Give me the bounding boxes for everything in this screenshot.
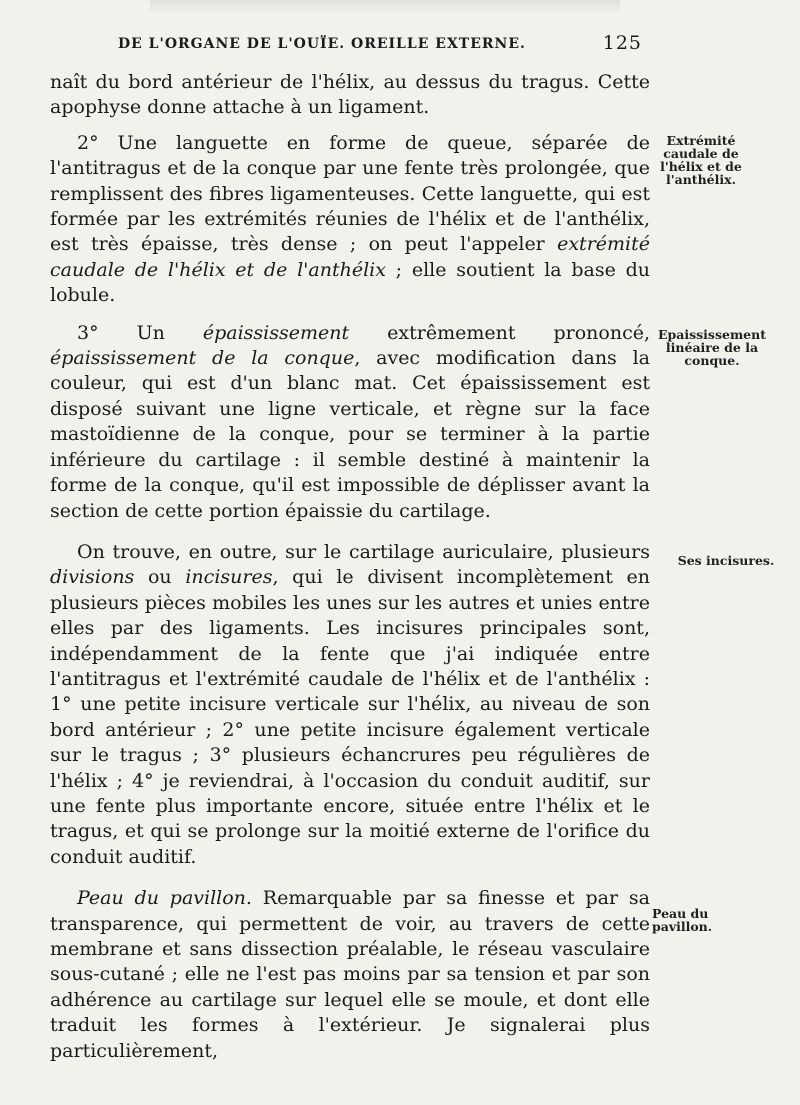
page-number: 125 bbox=[602, 32, 642, 54]
paragraph-languette: 2° Une languette en forme de queue, séparée de l'antitragus et de la conque par une fente très prolongée, que remplissent des fibres ligamenteuses. Cette languette, qui est formée par les extrémités réunies de l'hélix et de l'anthélix, est très épaisse, très dense ; on peut l'appeler extrémité caudale de l'hélix et de l'anthélix ; elle soutient la base du lobule. bbox=[50, 131, 650, 307]
margin-note-peau: Peau du pavillon. bbox=[652, 906, 713, 934]
term-incisures: incisures bbox=[185, 566, 273, 589]
paragraph-incisures: On trouve, en outre, sur le cartilage auriculaire, plusieurs divisions ou incisures, qui le divisent incomplètement en plusieurs pièces mobiles les unes sur les autres et unies entre elles par des ligaments. Les incisures principales sont, indépendamment de la fente que j'ai indiquée entre l'antitragus et l'extrémité caudale de l'hélix et de l'anthélix : 1° une petite incisure verticale sur l'hélix, au niveau de son bord antérieur ; 2° une petite incisure également verticale sur le tragus ; 3° plusieurs échancrures peu régulières de l'hélix ; 4° je reviendrai, à l'occasion du conduit auditif, sur une fente plus importante encore, située entre l'hélix et le tragus, et qui se prolonge sur la moitié externe de l'orifice du conduit auditif. bbox=[50, 540, 650, 868]
running-header bbox=[118, 32, 642, 58]
term-extremite-caudale: extrémité caudale de l'hélix et de l'anthélix bbox=[50, 233, 650, 281]
term-peau-pavillon: Peau du pavillon bbox=[77, 887, 246, 910]
bleed-through-shadow bbox=[150, 0, 620, 12]
margin-note-incisures: Ses incisures. bbox=[677, 553, 775, 568]
margin-note-extremite: Extrémité caudale de l'hélix et de l'anthélix. bbox=[660, 133, 742, 187]
body-text bbox=[50, 70, 650, 1064]
margin-note-epaississement: Epaississement linéaire de la conque. bbox=[657, 327, 766, 368]
paragraph-epaississement: 3° Un épaississement extrêmement prononcé, épaississement de la conque, avec modification dans la couleur, qui est d'un blanc mat. Cet épaississement est disposé suivant une ligne verticale, et règne sur la face mastoïdienne de la conque, pour se terminer à la partie inférieure du cartilage : il semble destiné à maintenir la forme de la conque, qu'il est impossible de déplisser avant la section de cette portion épaissie du cartilage. bbox=[50, 321, 650, 522]
paragraph-peau-pavillon: Peau du pavillon. Remarquable par sa finesse et par sa transparence, qui permettent de voir, au travers de cette membrane et sans dissection préalable, le réseau vasculaire sous-cutané ; elle ne l'est pas moins par sa tension et par son adhérence au cartilage sur lequel elle se moule, et dont elle traduit les formes à l'extérieur. Je signalerai plus particulièrement, bbox=[50, 887, 650, 1062]
running-title: DE L'ORGANE DE L'OUÏE. OREILLE EXTERNE. bbox=[118, 36, 526, 52]
paragraph-continuation: naît du bord antérieur de l'hélix, au dessus du tragus. Cette apophyse donne attache à un ligament. bbox=[50, 71, 650, 119]
term-epaississement: épaississement bbox=[202, 321, 350, 344]
term-epaississement-conque: épaississement de la conque bbox=[50, 347, 355, 370]
term-divisions: divisions bbox=[50, 566, 135, 589]
